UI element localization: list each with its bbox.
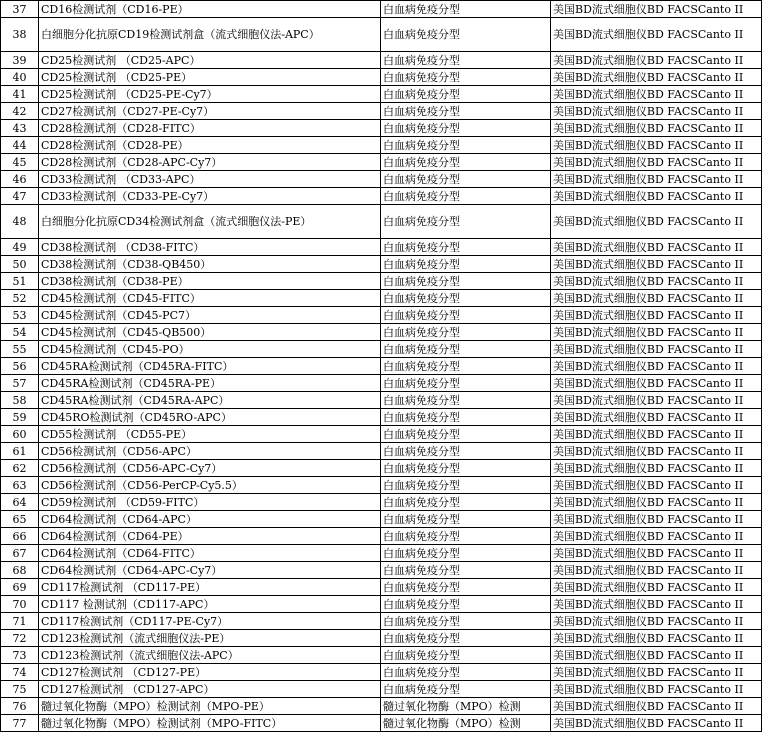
row-number-cell: 54 — [1, 324, 39, 341]
usage-cell: 白血病免疫分型 — [381, 528, 551, 545]
reagent-name-cell: CD56检测试剂（CD56-PerCP-Cy5.5） — [39, 477, 381, 494]
row-number-cell: 62 — [1, 460, 39, 477]
row-number-cell: 74 — [1, 664, 39, 681]
table-row — [1, 409, 762, 426]
table-row — [1, 86, 762, 103]
row-number-cell: 73 — [1, 647, 39, 664]
row-number-cell: 59 — [1, 409, 39, 426]
instrument-cell: 美国BD流式细胞仪BD FACSCanto II — [551, 596, 762, 613]
table-row — [1, 188, 762, 205]
usage-cell: 白血病免疫分型 — [381, 545, 551, 562]
usage-cell: 白血病免疫分型 — [381, 426, 551, 443]
row-number-cell: 64 — [1, 494, 39, 511]
instrument-cell: 美国BD流式细胞仪BD FACSCanto II — [551, 545, 762, 562]
row-number-cell: 40 — [1, 69, 39, 86]
table-row — [1, 273, 762, 290]
instrument-cell: 美国BD流式细胞仪BD FACSCanto II — [551, 613, 762, 630]
table-row — [1, 290, 762, 307]
table-row — [1, 630, 762, 647]
usage-cell: 白血病免疫分型 — [381, 239, 551, 256]
usage-cell: 髓过氧化物酶（MPO）检测 — [381, 715, 551, 732]
instrument-cell: 美国BD流式细胞仪BD FACSCanto II — [551, 205, 762, 239]
row-number-cell: 44 — [1, 137, 39, 154]
instrument-cell: 美国BD流式细胞仪BD FACSCanto II — [551, 239, 762, 256]
reagent-name-cell: CD28检测试剂（CD28-FITC） — [39, 120, 381, 137]
instrument-cell: 美国BD流式细胞仪BD FACSCanto II — [551, 341, 762, 358]
instrument-cell: 美国BD流式细胞仪BD FACSCanto II — [551, 69, 762, 86]
usage-cell: 白血病免疫分型 — [381, 630, 551, 647]
instrument-cell: 美国BD流式细胞仪BD FACSCanto II — [551, 562, 762, 579]
usage-cell: 白血病免疫分型 — [381, 307, 551, 324]
instrument-cell: 美国BD流式细胞仪BD FACSCanto II — [551, 579, 762, 596]
instrument-cell: 美国BD流式细胞仪BD FACSCanto II — [551, 715, 762, 732]
row-number-cell: 37 — [1, 1, 39, 18]
usage-cell: 白血病免疫分型 — [381, 341, 551, 358]
row-number-cell: 70 — [1, 596, 39, 613]
table-row — [1, 205, 762, 239]
usage-cell: 白血病免疫分型 — [381, 120, 551, 137]
row-number-cell: 51 — [1, 273, 39, 290]
table-row — [1, 460, 762, 477]
table-row — [1, 426, 762, 443]
reagent-name-cell: CD28检测试剂（CD28-APC-Cy7） — [39, 154, 381, 171]
usage-cell: 白血病免疫分型 — [381, 681, 551, 698]
reagent-name-cell: CD28检测试剂（CD28-PE） — [39, 137, 381, 154]
usage-cell: 白血病免疫分型 — [381, 443, 551, 460]
row-number-cell: 75 — [1, 681, 39, 698]
table-row — [1, 647, 762, 664]
instrument-cell: 美国BD流式细胞仪BD FACSCanto II — [551, 460, 762, 477]
row-number-cell: 58 — [1, 392, 39, 409]
instrument-cell: 美国BD流式细胞仪BD FACSCanto II — [551, 273, 762, 290]
row-number-cell: 68 — [1, 562, 39, 579]
table-row — [1, 171, 762, 188]
usage-cell: 白血病免疫分型 — [381, 256, 551, 273]
instrument-cell: 美国BD流式细胞仪BD FACSCanto II — [551, 409, 762, 426]
reagent-name-cell: CD45RA检测试剂（CD45RA-FITC） — [39, 358, 381, 375]
row-number-cell: 63 — [1, 477, 39, 494]
reagent-name-cell: CD45RA检测试剂（CD45RA-APC） — [39, 392, 381, 409]
reagent-name-cell: CD45检测试剂（CD45-FITC） — [39, 290, 381, 307]
table-row — [1, 358, 762, 375]
row-number-cell: 46 — [1, 171, 39, 188]
reagent-name-cell: CD45检测试剂（CD45-PC7） — [39, 307, 381, 324]
reagent-name-cell: CD45检测试剂（CD45-PO） — [39, 341, 381, 358]
row-number-cell: 69 — [1, 579, 39, 596]
usage-cell: 白血病免疫分型 — [381, 137, 551, 154]
instrument-cell: 美国BD流式细胞仪BD FACSCanto II — [551, 18, 762, 52]
reagent-name-cell: CD123检测试剂（流式细胞仪法-APC） — [39, 647, 381, 664]
table-row — [1, 681, 762, 698]
instrument-cell: 美国BD流式细胞仪BD FACSCanto II — [551, 1, 762, 18]
instrument-cell: 美国BD流式细胞仪BD FACSCanto II — [551, 290, 762, 307]
reagent-name-cell: CD59检测试剂 （CD59-FITC） — [39, 494, 381, 511]
table-row — [1, 1, 762, 18]
instrument-cell: 美国BD流式细胞仪BD FACSCanto II — [551, 392, 762, 409]
instrument-cell: 美国BD流式细胞仪BD FACSCanto II — [551, 664, 762, 681]
usage-cell: 白血病免疫分型 — [381, 664, 551, 681]
instrument-cell: 美国BD流式细胞仪BD FACSCanto II — [551, 52, 762, 69]
instrument-cell: 美国BD流式细胞仪BD FACSCanto II — [551, 511, 762, 528]
instrument-cell: 美国BD流式细胞仪BD FACSCanto II — [551, 477, 762, 494]
table-row — [1, 511, 762, 528]
table-row — [1, 392, 762, 409]
instrument-cell: 美国BD流式细胞仪BD FACSCanto II — [551, 188, 762, 205]
instrument-cell: 美国BD流式细胞仪BD FACSCanto II — [551, 443, 762, 460]
instrument-cell: 美国BD流式细胞仪BD FACSCanto II — [551, 528, 762, 545]
reagent-name-cell: CD55检测试剂 （CD55-PE） — [39, 426, 381, 443]
usage-cell: 白血病免疫分型 — [381, 647, 551, 664]
reagent-name-cell: CD117检测试剂（CD117-PE-Cy7） — [39, 613, 381, 630]
reagent-name-cell: CD117检测试剂 （CD117-PE） — [39, 579, 381, 596]
row-number-cell: 53 — [1, 307, 39, 324]
usage-cell: 白血病免疫分型 — [381, 171, 551, 188]
usage-cell: 白血病免疫分型 — [381, 358, 551, 375]
usage-cell: 白血病免疫分型 — [381, 460, 551, 477]
reagent-name-cell: 髓过氧化物酶（MPO）检测试剂（MPO-FITC） — [39, 715, 381, 732]
row-number-cell: 71 — [1, 613, 39, 630]
table-row — [1, 52, 762, 69]
reagent-name-cell: CD45RO检测试剂（CD45RO-APC） — [39, 409, 381, 426]
usage-cell: 白血病免疫分型 — [381, 409, 551, 426]
reagent-name-cell: CD38检测试剂 （CD38-FITC） — [39, 239, 381, 256]
table-row — [1, 596, 762, 613]
usage-cell: 白血病免疫分型 — [381, 477, 551, 494]
row-number-cell: 43 — [1, 120, 39, 137]
table-row — [1, 545, 762, 562]
instrument-cell: 美国BD流式细胞仪BD FACSCanto II — [551, 426, 762, 443]
usage-cell: 白血病免疫分型 — [381, 103, 551, 120]
instrument-cell: 美国BD流式细胞仪BD FACSCanto II — [551, 307, 762, 324]
row-number-cell: 38 — [1, 18, 39, 52]
table-row — [1, 562, 762, 579]
reagent-name-cell: 髓过氧化物酶（MPO）检测试剂（MPO-PE） — [39, 698, 381, 715]
table-row — [1, 477, 762, 494]
usage-cell: 白血病免疫分型 — [381, 86, 551, 103]
usage-cell: 白血病免疫分型 — [381, 18, 551, 52]
table-row — [1, 528, 762, 545]
usage-cell: 白血病免疫分型 — [381, 273, 551, 290]
reagent-name-cell: CD38检测试剂（CD38-QB450） — [39, 256, 381, 273]
reagent-name-cell: 白细胞分化抗原CD34检测试剂盒（流式细胞仪法-PE） — [39, 205, 381, 239]
usage-cell: 白血病免疫分型 — [381, 494, 551, 511]
table-row — [1, 137, 762, 154]
reagent-table-body — [1, 1, 762, 732]
table-row — [1, 324, 762, 341]
reagent-name-cell: CD38检测试剂（CD38-PE） — [39, 273, 381, 290]
reagent-name-cell: CD64检测试剂（CD64-FITC） — [39, 545, 381, 562]
row-number-cell: 56 — [1, 358, 39, 375]
table-row — [1, 120, 762, 137]
reagent-name-cell: CD45RA检测试剂（CD45RA-PE） — [39, 375, 381, 392]
row-number-cell: 49 — [1, 239, 39, 256]
instrument-cell: 美国BD流式细胞仪BD FACSCanto II — [551, 698, 762, 715]
usage-cell: 白血病免疫分型 — [381, 579, 551, 596]
usage-cell: 白血病免疫分型 — [381, 1, 551, 18]
row-number-cell: 39 — [1, 52, 39, 69]
reagent-name-cell: CD27检测试剂（CD27-PE-Cy7） — [39, 103, 381, 120]
row-number-cell: 60 — [1, 426, 39, 443]
instrument-cell: 美国BD流式细胞仪BD FACSCanto II — [551, 256, 762, 273]
reagent-name-cell: CD64检测试剂（CD64-PE） — [39, 528, 381, 545]
usage-cell: 白血病免疫分型 — [381, 69, 551, 86]
reagent-name-cell: CD33检测试剂 （CD33-APC） — [39, 171, 381, 188]
usage-cell: 白血病免疫分型 — [381, 375, 551, 392]
reagent-name-cell: CD25检测试剂 （CD25-APC） — [39, 52, 381, 69]
table-row — [1, 613, 762, 630]
table-row — [1, 579, 762, 596]
table-row — [1, 18, 762, 52]
instrument-cell: 美国BD流式细胞仪BD FACSCanto II — [551, 494, 762, 511]
row-number-cell: 52 — [1, 290, 39, 307]
row-number-cell: 47 — [1, 188, 39, 205]
row-number-cell: 57 — [1, 375, 39, 392]
table-row — [1, 375, 762, 392]
instrument-cell: 美国BD流式细胞仪BD FACSCanto II — [551, 120, 762, 137]
instrument-cell: 美国BD流式细胞仪BD FACSCanto II — [551, 86, 762, 103]
table-row — [1, 239, 762, 256]
usage-cell: 白血病免疫分型 — [381, 562, 551, 579]
row-number-cell: 67 — [1, 545, 39, 562]
reagent-name-cell: CD33检测试剂（CD33-PE-Cy7） — [39, 188, 381, 205]
table-row — [1, 443, 762, 460]
reagent-name-cell: CD16检测试剂（CD16-PE） — [39, 1, 381, 18]
table-row — [1, 256, 762, 273]
reagent-name-cell: CD25检测试剂 （CD25-PE） — [39, 69, 381, 86]
usage-cell: 白血病免疫分型 — [381, 596, 551, 613]
usage-cell: 白血病免疫分型 — [381, 154, 551, 171]
usage-cell: 白血病免疫分型 — [381, 324, 551, 341]
row-number-cell: 61 — [1, 443, 39, 460]
reagent-name-cell: CD45检测试剂（CD45-QB500） — [39, 324, 381, 341]
row-number-cell: 42 — [1, 103, 39, 120]
reagent-name-cell: CD56检测试剂（CD56-APC-Cy7） — [39, 460, 381, 477]
reagent-name-cell: CD127检测试剂 （CD127-APC） — [39, 681, 381, 698]
usage-cell: 白血病免疫分型 — [381, 52, 551, 69]
reagent-name-cell: CD123检测试剂（流式细胞仪法-PE） — [39, 630, 381, 647]
row-number-cell: 41 — [1, 86, 39, 103]
reagent-name-cell: CD64检测试剂（CD64-APC） — [39, 511, 381, 528]
table-row — [1, 103, 762, 120]
table-row — [1, 307, 762, 324]
reagent-name-cell: CD127检测试剂 （CD127-PE） — [39, 664, 381, 681]
table-row — [1, 494, 762, 511]
instrument-cell: 美国BD流式细胞仪BD FACSCanto II — [551, 137, 762, 154]
table-row — [1, 664, 762, 681]
row-number-cell: 65 — [1, 511, 39, 528]
table-row — [1, 154, 762, 171]
reagent-name-cell: CD64检测试剂（CD64-APC-Cy7） — [39, 562, 381, 579]
usage-cell: 白血病免疫分型 — [381, 511, 551, 528]
usage-cell: 白血病免疫分型 — [381, 205, 551, 239]
row-number-cell: 77 — [1, 715, 39, 732]
table-row — [1, 69, 762, 86]
row-number-cell: 55 — [1, 341, 39, 358]
instrument-cell: 美国BD流式细胞仪BD FACSCanto II — [551, 103, 762, 120]
reagent-name-cell: 白细胞分化抗原CD19检测试剂盒（流式细胞仪法-APC） — [39, 18, 381, 52]
instrument-cell: 美国BD流式细胞仪BD FACSCanto II — [551, 630, 762, 647]
row-number-cell: 72 — [1, 630, 39, 647]
instrument-cell: 美国BD流式细胞仪BD FACSCanto II — [551, 681, 762, 698]
row-number-cell: 50 — [1, 256, 39, 273]
reagent-name-cell: CD25检测试剂 （CD25-PE-Cy7） — [39, 86, 381, 103]
usage-cell: 髓过氧化物酶（MPO）检测 — [381, 698, 551, 715]
row-number-cell: 66 — [1, 528, 39, 545]
usage-cell: 白血病免疫分型 — [381, 188, 551, 205]
instrument-cell: 美国BD流式细胞仪BD FACSCanto II — [551, 375, 762, 392]
usage-cell: 白血病免疫分型 — [381, 392, 551, 409]
table-row — [1, 341, 762, 358]
usage-cell: 白血病免疫分型 — [381, 613, 551, 630]
reagent-name-cell: CD56检测试剂（CD56-APC） — [39, 443, 381, 460]
instrument-cell: 美国BD流式细胞仪BD FACSCanto II — [551, 358, 762, 375]
row-number-cell: 76 — [1, 698, 39, 715]
instrument-cell: 美国BD流式细胞仪BD FACSCanto II — [551, 647, 762, 664]
instrument-cell: 美国BD流式细胞仪BD FACSCanto II — [551, 324, 762, 341]
row-number-cell: 48 — [1, 205, 39, 239]
instrument-cell: 美国BD流式细胞仪BD FACSCanto II — [551, 154, 762, 171]
instrument-cell: 美国BD流式细胞仪BD FACSCanto II — [551, 171, 762, 188]
usage-cell: 白血病免疫分型 — [381, 290, 551, 307]
table-row — [1, 698, 762, 715]
reagent-name-cell: CD117 检测试剂（CD117-APC） — [39, 596, 381, 613]
row-number-cell: 45 — [1, 154, 39, 171]
